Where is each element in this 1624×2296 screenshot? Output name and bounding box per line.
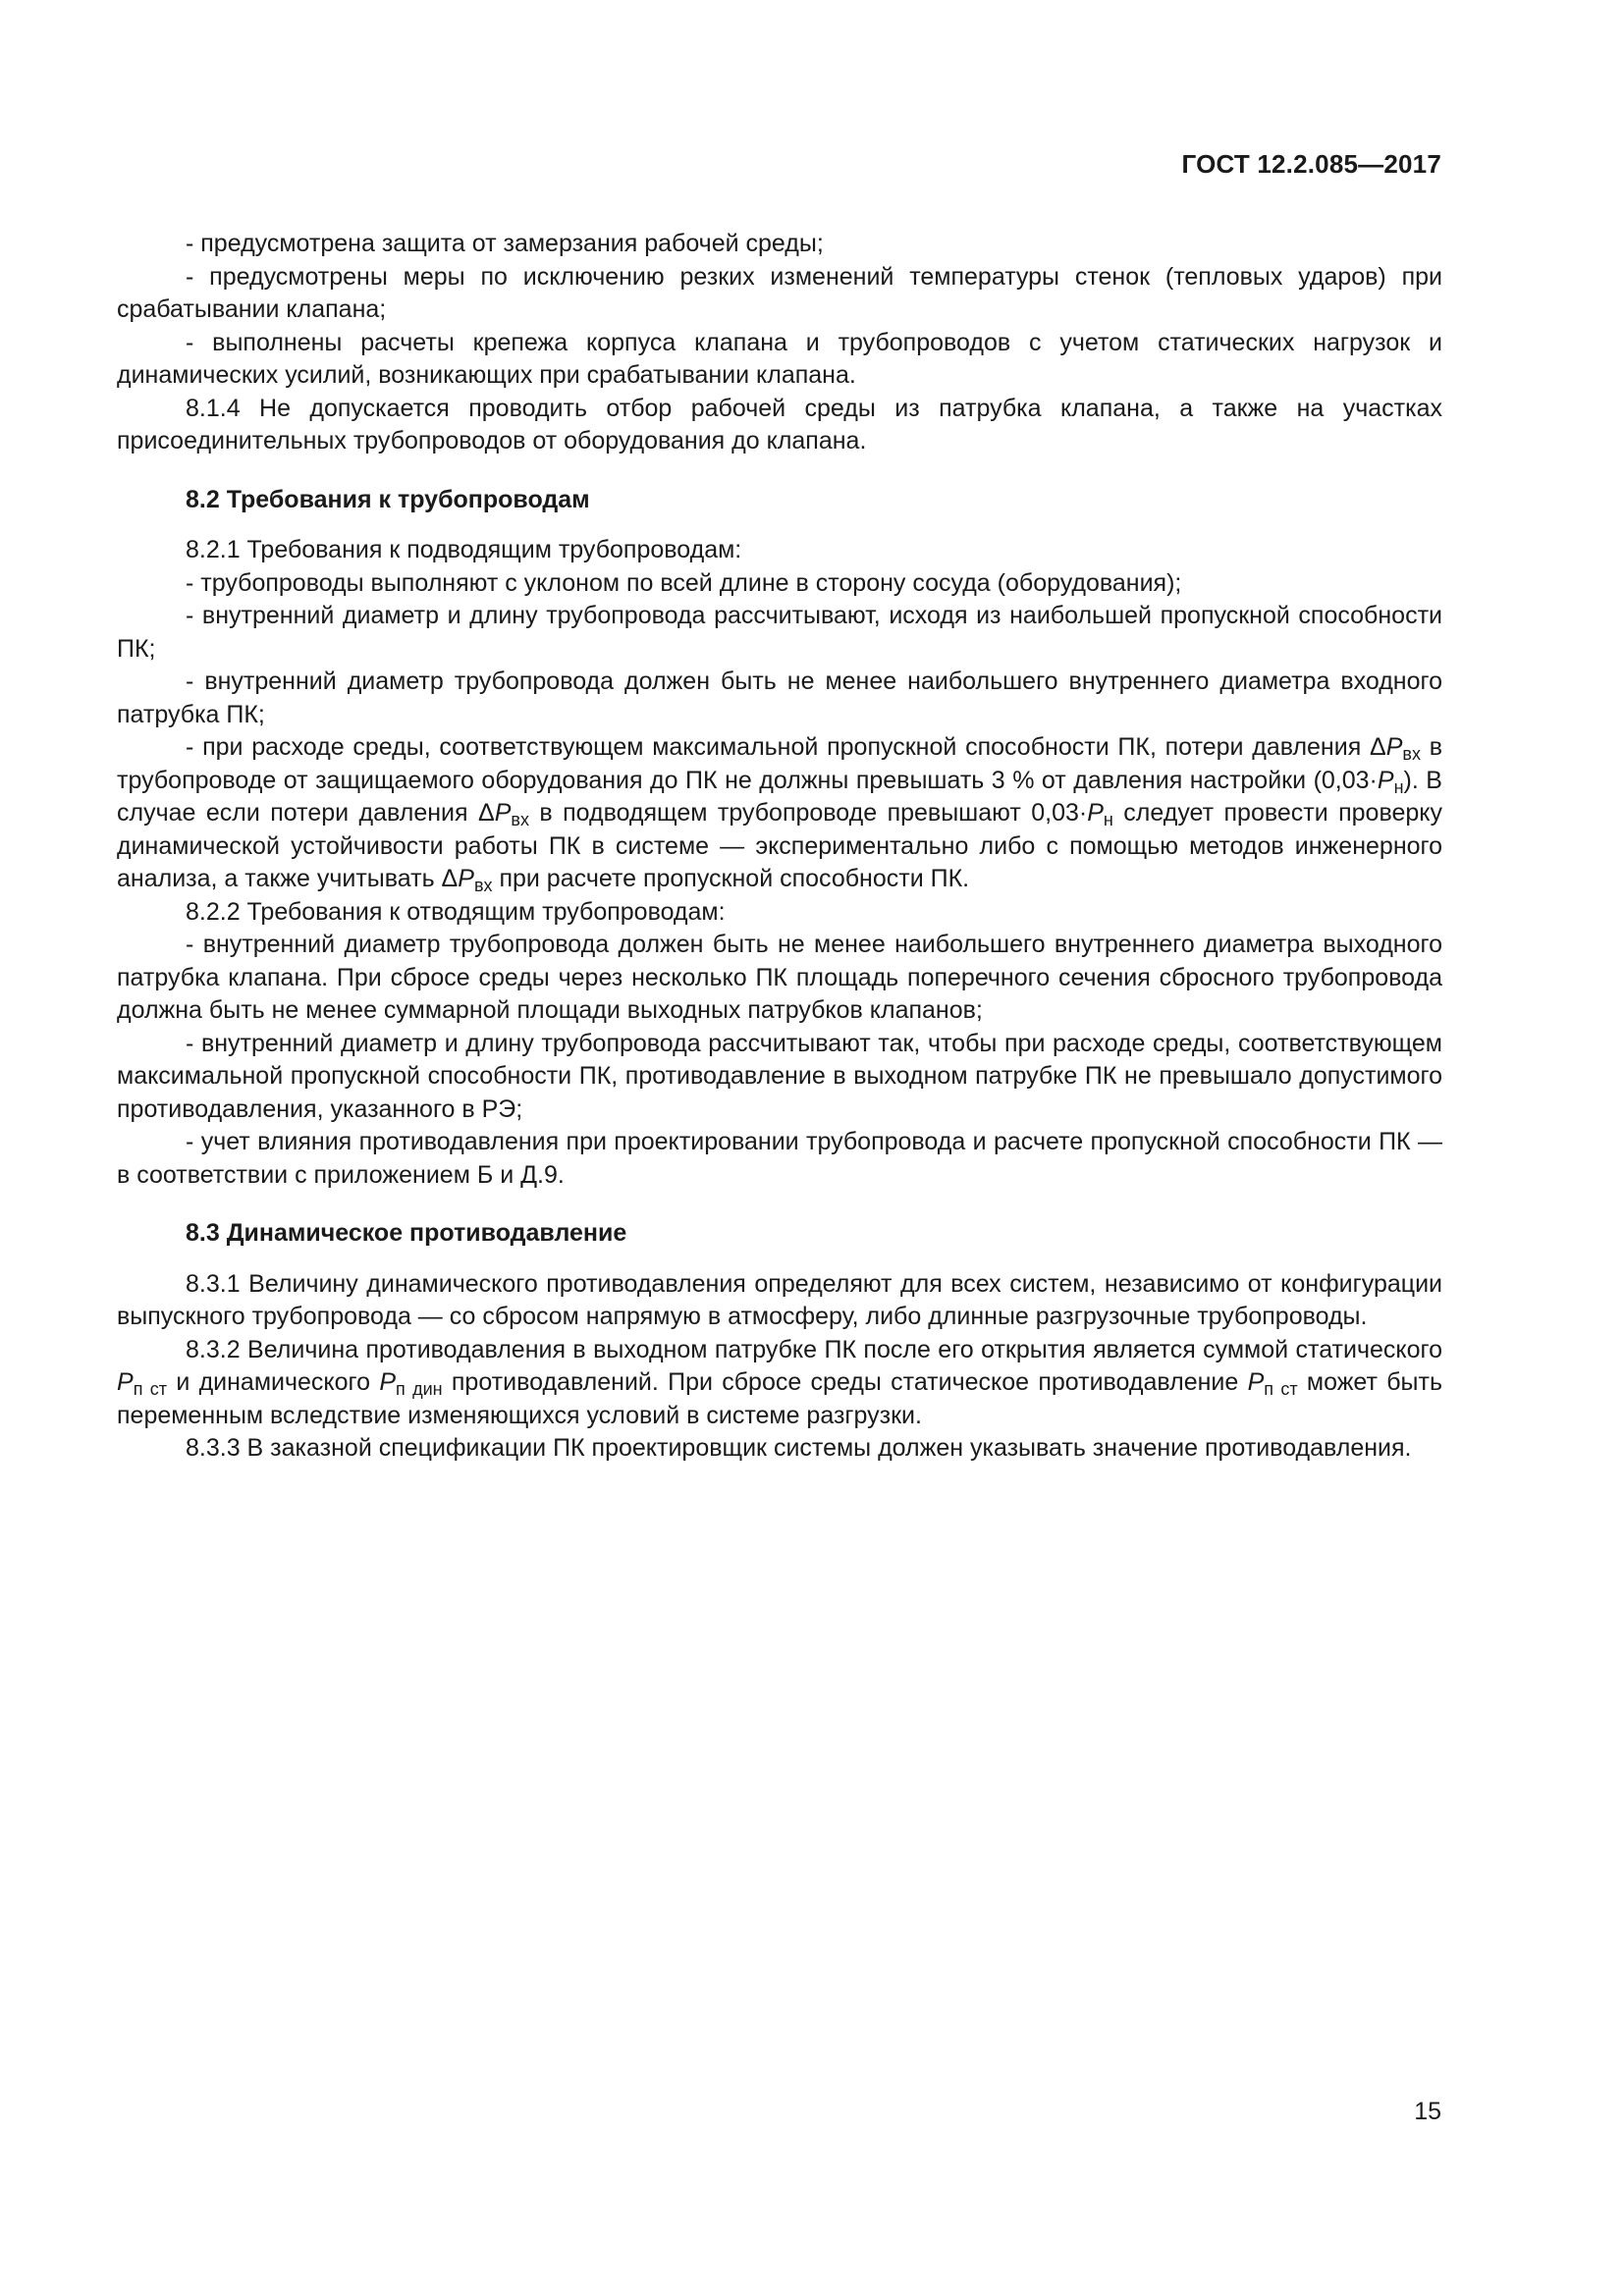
paragraph-8-2-2: 8.2.2 Требования к отводящим трубопроводам: [186,897,726,926]
paragraph-pressure-loss: - при расходе среды, соответствующем максимальной пропускной способности ПК, потери давления $\Delta P_{вх}$ в трубопроводе от защищаемого оборудования до ПК не должны превышать 3 % от давления настройки $(0,03\cdot P_н)$. В случае если потери давления $\Delta P_{вх}$ в подводящем трубопроводе превышают $0,03\cdot P_н$ следует провести проверку динамической устойчивости работы ПК в системе — экспериментально либо с помощью методов инженерного анализа, а также учитывать $\Delta P_{вх}$ при расчете пропускной способности ПК. [117,733,1442,895]
paragraph-8-3-1: 8.3.1 Величину динамического противодавления определяют для всех систем, независимо от конфигурации выпускного трубопровода — со сбросом напрямую в атмосферу, либо длинные разгрузочные трубопроводы. [117,1269,1442,1330]
paragraph-outlet-diameter: - внутренний диаметр трубопровода должен быть не менее наибольшего внутреннего диаметра выходного патрубка клапана. При сбросе среды через несколько ПК площадь поперечного сечения сбросного трубопровода должна быть не менее суммарной площади выходных патрубков клапанов; [117,931,1442,1024]
paragraph-8-1-4: 8.1.4 Не допускается проводить отбор рабочей среды из патрубка клапана, а также на участках присоединительных трубопроводов от оборудования до клапана. [117,394,1442,454]
document-body [117,228,1442,1466]
section-heading-8-3: 8.3 Динамическое противодавление [186,1219,627,1247]
paragraph-slope: - трубопроводы выполняют с уклоном по всей длине в сторону сосуда (оборудования); [186,568,1182,597]
paragraph-backpressure-influence: - учет влияния противодавления при проектировании трубопровода и расчете пропускной способности ПК — в соответствии с приложением Б и Д.9. [117,1128,1442,1189]
paragraph-backpressure-calc: - внутренний диаметр и длину трубопровода рассчитывают так, чтобы при расходе среды, соответствующем максимальной пропускной способности ПК, противодавление в выходном патрубке ПК не превышало допустимого противодавления, указанного в РЭ; [117,1029,1442,1123]
page-number: 15 [1414,2098,1441,2125]
paragraph-inlet-diameter: - внутренний диаметр трубопровода должен быть не менее наибольшего внутреннего диаметра входного патрубка ПК; [117,667,1442,728]
section-heading-8-2: 8.2 Требования к трубопроводам [186,485,590,513]
paragraph-8-3-2: 8.3.2 Величина противодавления в выходном патрубке ПК после его открытия является суммой статического $P_{п ст}$ и динамического $P_{п дин}$ противодавлений. При сбросе среды статическое противодавление $P_{п ст}$ может быть переменным вследствие изменяющихся условий в системе разгрузки. [117,1335,1442,1429]
paragraph-diameter-length: - внутренний диаметр и длину трубопровода рассчитывают, исходя из наибольшей пропускной способности ПК; [117,602,1442,663]
paragraph-thermal-shock: - предусмотрены меры по исключению резких изменений температуры стенок (тепловых ударов) при срабатывании клапана; [117,262,1442,323]
paragraph-frost-protection: - предусмотрена защита от замерзания рабочей среды; [186,230,824,257]
document-code: ГОСТ 12.2.085—2017 [1181,149,1441,179]
paragraph-8-2-1: 8.2.1 Требования к подводящим трубопроводам: [186,536,742,563]
paragraph-fastening-calc: - выполнены расчеты крепежа корпуса клапана и трубопроводов с учетом статических нагрузок и динамических усилий, возникающих при срабатывании клапана. [117,328,1442,389]
paragraph-8-3-3: 8.3.3 В заказной спецификации ПК проектировщик системы должен указывать значение противодавления. [186,1434,1412,1462]
